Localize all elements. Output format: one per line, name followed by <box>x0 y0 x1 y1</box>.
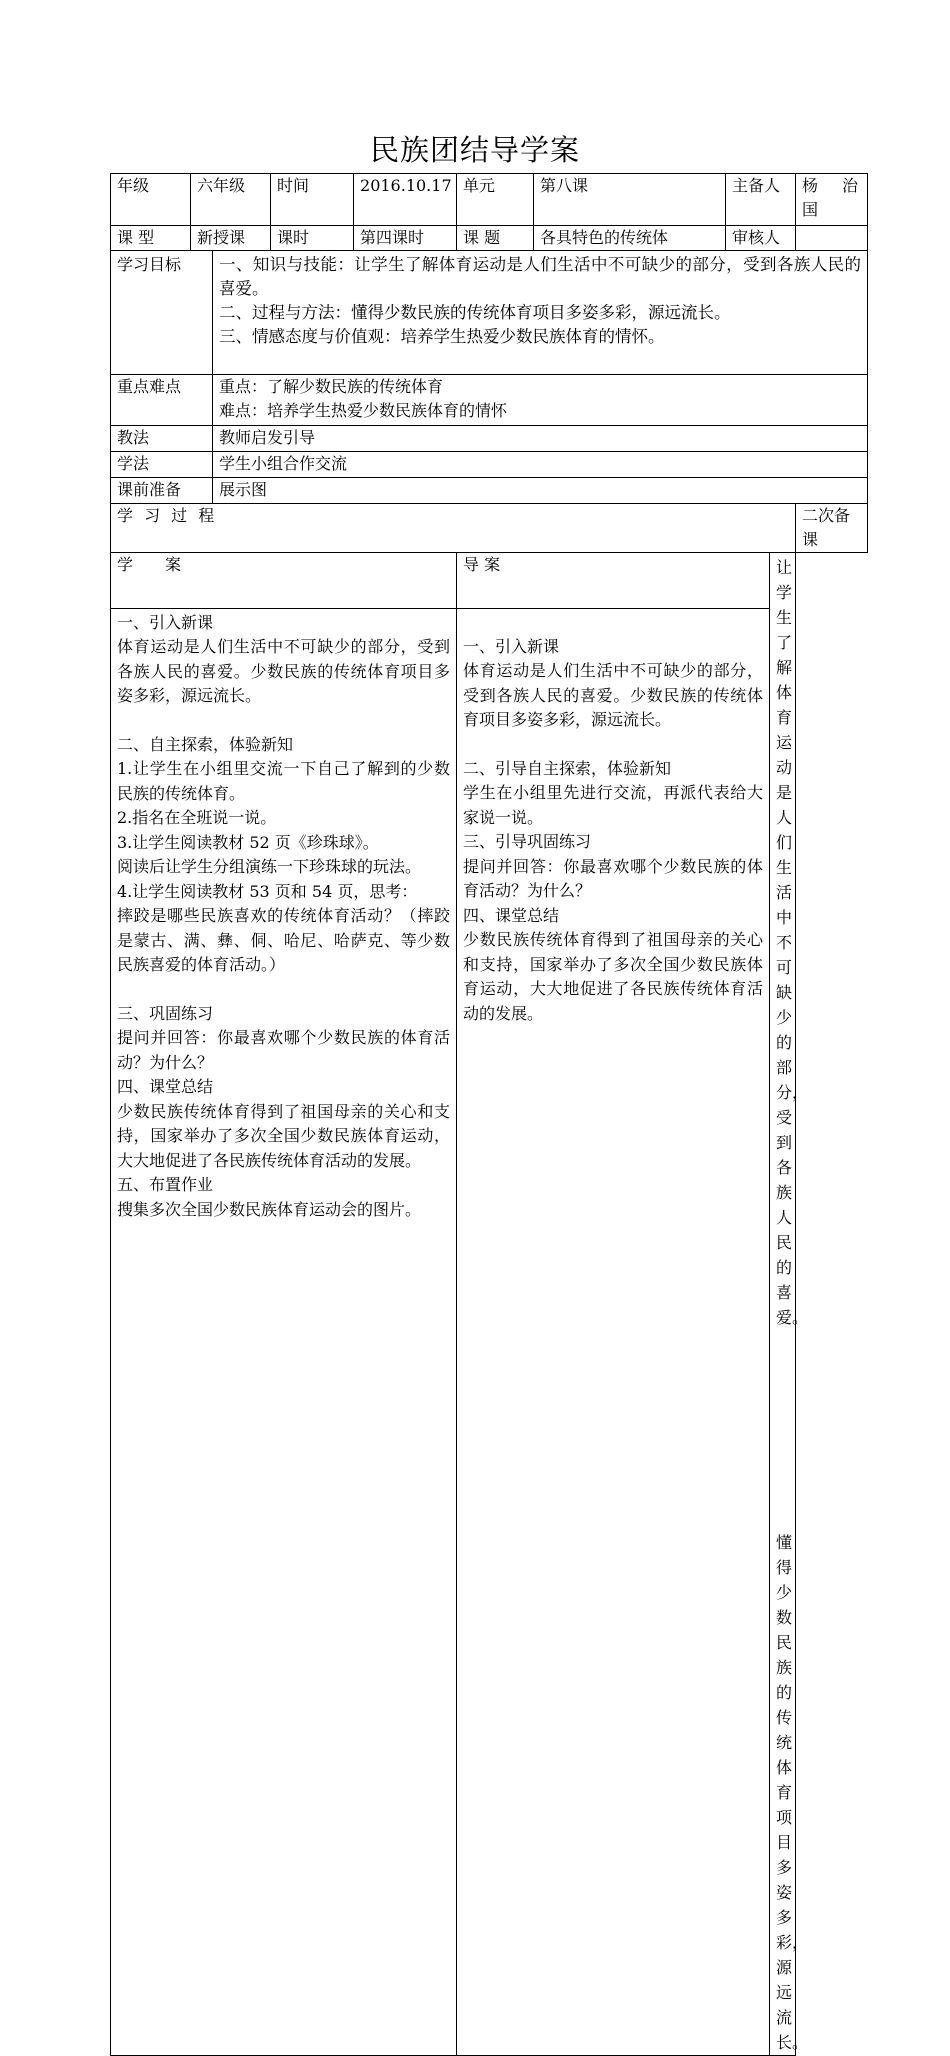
difficulty-line: 难点：培养学生热爱少数民族体育的情怀 <box>219 401 508 420</box>
objectives-row <box>111 251 868 375</box>
preparer-value: 杨 治国 <box>796 174 868 226</box>
guide-step-line: 三、引导巩固练习 <box>463 832 592 852</box>
study-step-line: 体育运动是人们生活中不可缺少的部分，受到各族人民的喜爱。少数民族的传统体育项目多姿多彩，源远流长。 <box>117 637 451 706</box>
key-points-content <box>213 375 868 426</box>
header-row-1 <box>111 174 868 226</box>
period-value: 第四课时 <box>354 226 457 251</box>
course-type-label: 课 型 <box>111 226 191 251</box>
blank-line <box>463 611 763 635</box>
reviewer-label: 审核人 <box>726 226 796 251</box>
guide-step-line: 少数民族传统体育得到了祖国母亲的关心和支持，国家举办了多次全国少数民族体育运动，大大地促进了各民族传统体育活动的发展。 <box>463 930 764 1023</box>
guide-step-line: 四、课堂总结 <box>463 905 560 925</box>
time-label: 时间 <box>271 174 354 226</box>
guide-step-line: 提问并回答：你最喜欢哪个少数民族的体育活动？为什么？ <box>463 856 764 901</box>
objectives-label: 学习目标 <box>111 251 213 375</box>
period-label: 课时 <box>271 226 354 251</box>
plan-body-row <box>111 608 868 2055</box>
time-value: 2016.10.17 <box>354 174 457 226</box>
study-step-line: 搜集多次全国少数民族体育运动会的图片。 <box>117 1199 422 1219</box>
study-step-line: 3.让学生阅读教材 52 页《珍珠球》。 <box>117 832 379 852</box>
secondary-notes <box>770 553 809 2056</box>
study-step-line: 1.让学生在小组里交流一下自己了解到的少数民族的传统体育。 <box>117 759 451 803</box>
study-step-line: 摔跤是哪些民族喜欢的传统体育活动？（摔跤是蒙古、满、彝、侗、哈尼、哈萨克、等少数民族喜爱的体育活动。） <box>117 906 451 975</box>
topic-value: 各具特色的传统体 <box>534 226 726 251</box>
study-step-line: 一、引入新课 <box>117 612 214 632</box>
guide-step-line: 学生在小组里先进行交流，再派代表给大家说一说。 <box>463 783 764 827</box>
objectives-content <box>213 251 868 375</box>
learning-method-row <box>111 452 868 478</box>
header-row-2 <box>111 226 868 251</box>
topic-label: 课 题 <box>457 226 534 251</box>
objective-line: 一、知识与技能：让学生了解体育运动是人们生活中不可缺少的部分，受到各族人民的喜爱。 <box>219 255 862 298</box>
study-step-line: 三、巩固练习 <box>117 1003 214 1023</box>
study-step-line: 提问并回答：你最喜欢哪个少数民族的体育活动？为什么？ <box>117 1028 451 1072</box>
study-step-line: 五、布置作业 <box>117 1175 214 1195</box>
secondary-note: 懂得少数民族的传统体育项目多姿多彩，源远流长。 <box>776 1533 809 2052</box>
course-type-value: 新授课 <box>191 226 271 251</box>
unit-label: 单元 <box>457 174 534 226</box>
grade-label: 年级 <box>111 174 191 226</box>
blank-line <box>117 709 450 733</box>
guide-step-line: 二、引导自主探索，体验新知 <box>463 758 672 778</box>
study-step-line: 2.指名在全班说一说。 <box>117 808 277 828</box>
preparation-label: 课前准备 <box>111 478 213 504</box>
guide-plan-content <box>457 608 770 2055</box>
document-title: 民族团结导学案 <box>369 133 580 167</box>
study-plan-content <box>111 608 457 2055</box>
plan-column-header-row <box>111 553 868 609</box>
process-label: 学 习 过 程 <box>111 504 796 553</box>
learning-method-value: 学生小组合作交流 <box>213 452 868 478</box>
study-step-line: 阅读后让学生分组演练一下珍珠球的玩法。 <box>117 857 422 877</box>
blank-line <box>117 978 450 1002</box>
lesson-plan-table <box>110 173 868 2056</box>
guide-step-line: 一、引入新课 <box>463 636 560 656</box>
unit-value: 第八课 <box>534 174 726 226</box>
key-points-row <box>111 375 868 426</box>
grade-value: 六年级 <box>191 174 271 226</box>
key-point-line: 重点：了解少数民族的传统体育 <box>219 377 444 396</box>
teaching-method-row <box>111 426 868 452</box>
teaching-method-label: 教法 <box>111 426 213 452</box>
key-points-label: 重点难点 <box>111 375 213 426</box>
preparation-row <box>111 478 868 504</box>
study-step-line: 二、自主探索，体验新知 <box>117 734 294 754</box>
secondary-note: 让学生了解体育运动是人们生活中不可缺少的部分，受到各族人民的喜爱。 <box>776 558 809 1327</box>
objective-line: 三、情感态度与价值观：培养学生热爱少数民族体育的情怀。 <box>219 327 665 346</box>
secondary-prep-label: 二次备课 <box>796 504 868 553</box>
study-step-line: 四、课堂总结 <box>117 1077 214 1097</box>
process-header-row <box>111 504 868 553</box>
study-step-line: 少数民族传统体育得到了祖国母亲的关心和支持，国家举办了多次全国少数民族体育运动，大大地促进了各民族传统体育活动的发展。 <box>117 1101 451 1170</box>
preparation-value: 展示图 <box>213 478 868 504</box>
learning-method-label: 学法 <box>111 452 213 478</box>
study-plan-label: 学 案 <box>111 553 457 609</box>
blank-line <box>463 733 763 757</box>
teaching-method-value: 教师启发引导 <box>213 426 868 452</box>
reviewer-value <box>796 226 868 251</box>
preparer-label: 主备人 <box>726 174 796 226</box>
objective-line: 二、过程与方法：懂得少数民族的传统体育项目多姿多彩，源远流长。 <box>219 303 731 322</box>
study-step-line: 4.让学生阅读教材 53 页和 54 页，思考： <box>117 881 418 901</box>
guide-plan-label: 导 案 <box>457 553 770 609</box>
guide-step-line: 体育运动是人们生活中不可缺少的部分，受到各族人民的喜爱。少数民族的传统体育项目多姿多彩，源远流长。 <box>463 661 764 730</box>
